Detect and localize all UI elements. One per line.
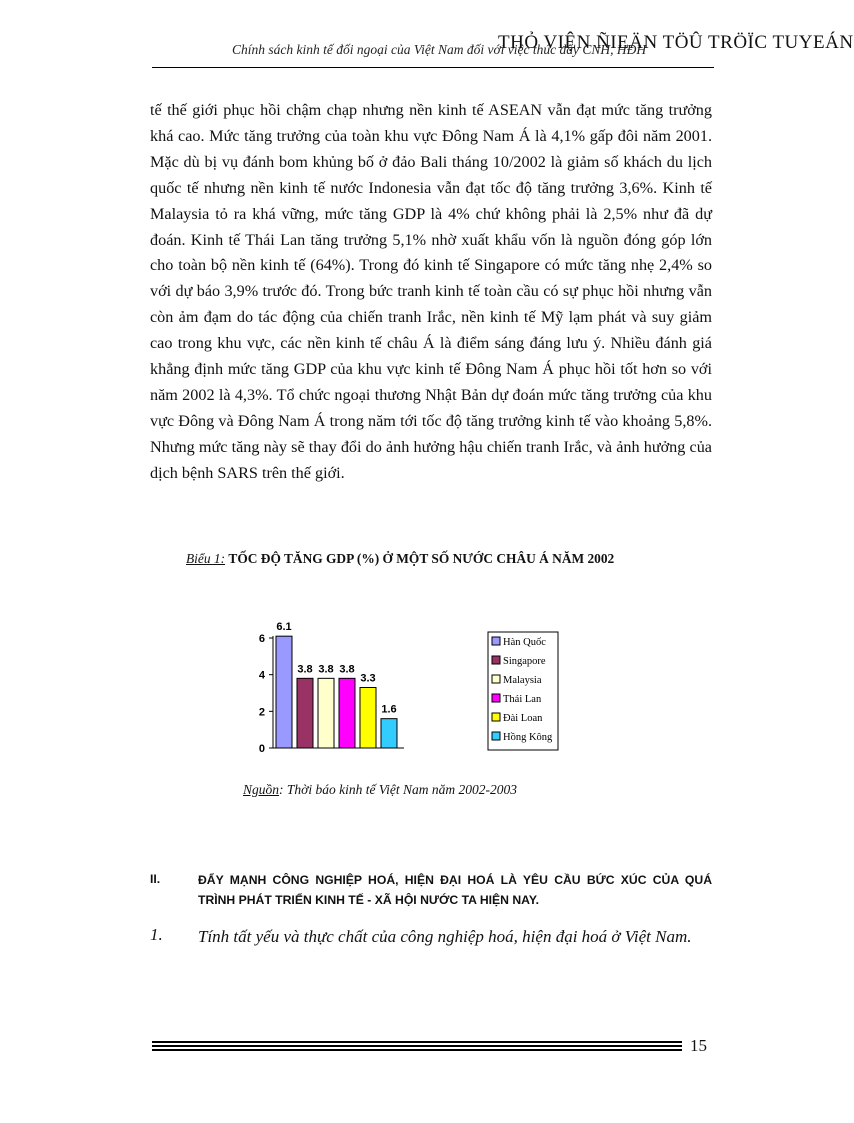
- chart-caption-title: TỐC ĐỘ TĂNG GDP (%) Ở MỘT SỐ NƯỚC CHÂU Á NĂM 2002: [228, 551, 615, 566]
- y-tick-label: 0: [258, 743, 265, 755]
- bar: [360, 688, 376, 749]
- bar-value-label: 3.8: [339, 663, 355, 676]
- bar-value-label: 1.6: [381, 703, 397, 716]
- bar: [276, 636, 292, 748]
- legend-label: Singapore: [503, 656, 546, 667]
- y-tick-label: 6: [258, 633, 265, 645]
- legend-label: Hàn Quốc: [503, 637, 546, 648]
- legend-swatch: [492, 637, 500, 645]
- page-number: 15: [690, 1036, 707, 1055]
- legend-swatch: [492, 713, 500, 721]
- bar: [381, 719, 397, 748]
- legend-swatch: [492, 675, 500, 683]
- bar: [339, 678, 355, 748]
- footer-rule: [152, 1049, 682, 1051]
- subsection-heading: Tính tất yếu và thực chất của công nghiệp hoá, hiện đại hoá ở Việt Nam.: [198, 927, 692, 946]
- subsection-number: 1.: [150, 925, 163, 944]
- bar-value-label: 3.3: [360, 672, 376, 685]
- chart-caption: [186, 551, 614, 567]
- header-rule: [152, 67, 714, 68]
- footer-rule: [152, 1041, 682, 1043]
- section-number: II.: [150, 872, 161, 886]
- source-label: Nguồn: [243, 782, 280, 797]
- bar-value-label: 6.1: [276, 621, 292, 634]
- legend-swatch: [492, 732, 500, 740]
- footer-rule: [152, 1045, 682, 1047]
- source-text: : Thời báo kinh tế Việt Nam năm 2002-2003: [279, 782, 517, 797]
- legend-label: Thái Lan: [503, 694, 542, 705]
- legend-label: Đài Loan: [503, 713, 543, 724]
- bar-value-label: 3.8: [318, 663, 334, 676]
- bar: [318, 678, 334, 748]
- legend-swatch: [492, 694, 500, 702]
- library-watermark: THỎ VIỆN ÑIEÄN TÖÛ TRÖÏC TUYEÁN: [498, 32, 854, 53]
- bar-value-label: 3.8: [297, 663, 313, 676]
- body-paragraph: tế thế giới phục hồi chậm chạp nhưng nền kinh tế ASEAN vẫn đạt mức tăng trưởng khá cao. Mức tăng trưởng của toàn khu vực Đông Nam Á là 4,1% gấp đôi năm 2001. Mặc dù bị vụ đánh bom khủng bố ở đảo Bali tháng 10/2002 là giảm số khách du lịch quốc tế nhưng nền kinh tế nước Indonesia vẫn đạt tốc độ tăng trưởng 3,6%. Kinh tế Malaysia tỏ ra khá vững, mức tăng GDP là 4% chứ không phải là 2,5% như đã dự đoán. Kinh tế Thái Lan tăng trưởng 5,1% nhờ xuất khẩu vốn là nguồn đóng góp lớn cho toàn bộ nền kinh tế (64%). Trong đó kinh tế Singapore có mức tăng nhẹ 2,4% so với dự báo 3,9% trước đó. Trong bức tranh kinh tế toàn cầu có sự phục hồi nhưng vẫn còn ảm đạm do tác động của chiến tranh Irắc, nền kinh tế Mỹ lạm phát và suy giảm cao trong khu vực, các nền kinh tế châu Á là điểm sáng đáng lưu ý. Nhiều đánh giá khẳng định mức tăng GDP của khu vực kinh tế Đông Nam Á phục hồi tốt hơn so với năm 2002 là 4,3%. Tổ chức ngoại thương Nhật Bản dự đoán mức tăng trưởng của khu vực Đông và Đông Nam Á trong năm tới tốc độ tăng trưởng kinh tế vào khoảng 5,8%. Nhưng mức tăng này sẽ thay đổi do ảnh hưởng hậu chiến tranh Irắc, và ảnh hưởng của dịch bệnh SARS trên thế giới.: [150, 101, 712, 482]
- chart-source: [243, 782, 517, 798]
- legend-swatch: [492, 656, 500, 664]
- section-heading: ĐẨY MẠNH CÔNG NGHIỆP HOÁ, HIỆN ĐẠI HOÁ LÀ YÊU CẦU BỨC XÚC CỦA QUÁ TRÌNH PHÁT TRIỂN KINH TẾ - XÃ HỘI NƯỚC TA HIỆN NAY.: [198, 873, 712, 907]
- running-header-title: Chính sách kinh tế đối ngoại của Việt Nam đối với việc thúc đẩy CNH, HĐH: [232, 42, 647, 57]
- legend-label: Malaysia: [503, 675, 542, 686]
- bar: [297, 678, 313, 748]
- y-tick-label: 4: [258, 669, 265, 682]
- y-tick-label: 2: [258, 706, 265, 719]
- legend-label: Hồng Kông: [503, 732, 553, 743]
- gdp-growth-bar-chart: [225, 610, 565, 760]
- chart-caption-label: Biểu 1:: [186, 551, 226, 566]
